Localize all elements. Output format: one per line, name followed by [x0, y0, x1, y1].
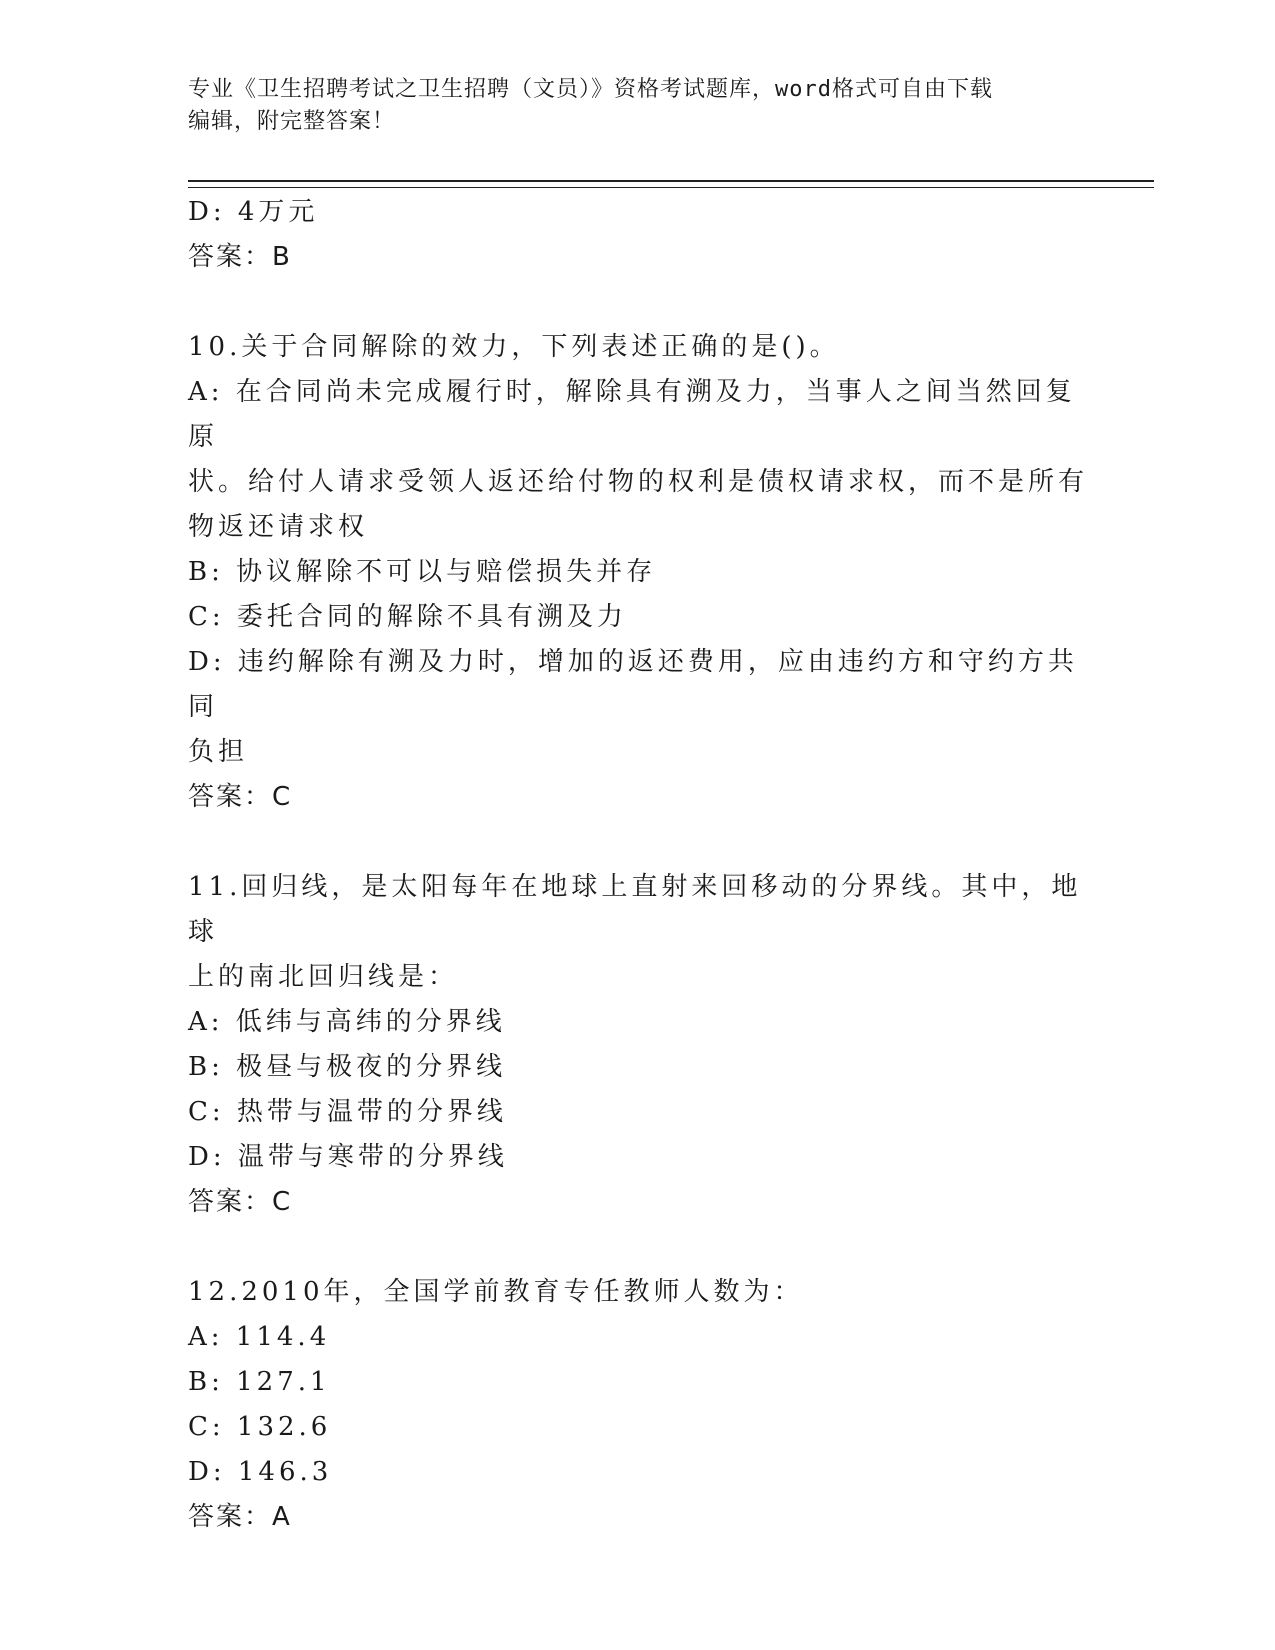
- question-stem-line: 10.关于合同解除的效力，下列表述正确的是()。: [188, 332, 840, 362]
- question-stem-line: 12.2010年，全国学前教育专任教师人数为：: [188, 1277, 804, 1307]
- question-block: [188, 865, 1088, 1225]
- previous-question-tail: [188, 190, 1088, 280]
- option-line: C: 委托合同的解除不具有溯及力: [188, 602, 627, 632]
- question-stem-line: 上的南北回归线是：: [188, 962, 459, 992]
- question-spacer: [188, 1225, 1088, 1270]
- question-list: [188, 280, 1088, 1540]
- option-line: A: 114.4: [188, 1322, 331, 1352]
- option-line: C: 热带与温带的分界线: [188, 1097, 507, 1127]
- option-line: C: 132.6: [188, 1412, 332, 1442]
- option-line: A: 在合同尚未完成履行时，解除具有溯及力，当事人之间当然回复原: [188, 377, 1076, 452]
- question-block: [188, 325, 1088, 820]
- option-line: D: 温带与寒带的分界线: [188, 1142, 508, 1172]
- answer-line: 答案：C: [188, 1187, 293, 1217]
- option-line: B: 协议解除不可以与赔偿损失并存: [188, 557, 657, 587]
- header-line-2: 编辑，附完整答案！: [188, 109, 396, 134]
- option-d: D: 4万元: [188, 197, 319, 227]
- answer-line: 答案：C: [188, 782, 293, 812]
- question-content: [188, 190, 1088, 1540]
- option-line: 负担: [188, 737, 249, 767]
- option-line: D: 146.3: [188, 1457, 333, 1487]
- option-line: A: 低纬与高纬的分界线: [188, 1007, 506, 1037]
- option-line: 状。给付人请求受领人返还给付物的权利是债权请求权，而不是所有: [188, 467, 1089, 497]
- header-line-1: 专业《卫生招聘考试之卫生招聘（文员）》资格考试题库，word格式可自由下载: [188, 77, 993, 102]
- answer-line: 答案：A: [188, 1502, 292, 1532]
- answer-line: 答案：B: [188, 242, 292, 272]
- option-line: 物返还请求权: [188, 512, 369, 542]
- header-divider: [188, 180, 1154, 188]
- question-stem-line: 11.回归线，是太阳每年在地球上直射来回移动的分界线。其中，地球: [188, 872, 1082, 947]
- question-spacer: [188, 280, 1088, 325]
- option-line: B: 127.1: [188, 1367, 331, 1397]
- option-line: D: 违约解除有溯及力时，增加的返还费用，应由违约方和守约方共同: [188, 647, 1078, 722]
- question-block: [188, 1270, 1088, 1540]
- option-line: B: 极昼与极夜的分界线: [188, 1052, 507, 1082]
- question-spacer: [188, 820, 1088, 865]
- page-header: [188, 74, 1088, 138]
